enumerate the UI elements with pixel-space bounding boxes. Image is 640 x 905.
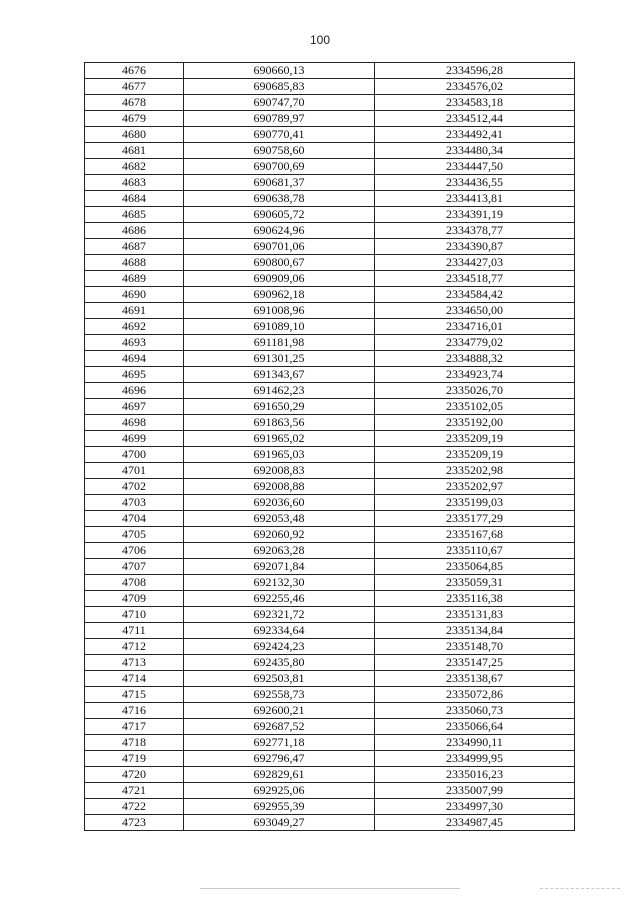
y-coordinate-cell: 2334518,77 [375, 271, 575, 287]
point-number-cell: 4716 [85, 703, 184, 719]
point-number-cell: 4688 [85, 255, 184, 271]
table-row [85, 687, 575, 703]
table-row [85, 367, 575, 383]
point-number-cell: 4691 [85, 303, 184, 319]
x-coordinate-cell: 692796,47 [184, 751, 375, 767]
y-coordinate-cell: 2334923,74 [375, 367, 575, 383]
x-coordinate-cell: 690747,70 [184, 95, 375, 111]
point-number-cell: 4712 [85, 639, 184, 655]
y-coordinate-cell: 2335202,98 [375, 463, 575, 479]
x-coordinate-cell: 690700,69 [184, 159, 375, 175]
point-number-cell: 4679 [85, 111, 184, 127]
point-number-cell: 4687 [85, 239, 184, 255]
x-coordinate-cell: 692008,83 [184, 463, 375, 479]
y-coordinate-cell: 2334650,00 [375, 303, 575, 319]
point-number-cell: 4694 [85, 351, 184, 367]
y-coordinate-cell: 2335060,73 [375, 703, 575, 719]
x-coordinate-cell: 692435,80 [184, 655, 375, 671]
x-coordinate-cell: 692424,23 [184, 639, 375, 655]
y-coordinate-cell: 2334716,01 [375, 319, 575, 335]
y-coordinate-cell: 2335199,03 [375, 495, 575, 511]
table-row [85, 559, 575, 575]
x-coordinate-cell: 691301,25 [184, 351, 375, 367]
x-coordinate-cell: 692771,18 [184, 735, 375, 751]
y-coordinate-cell: 2335148,70 [375, 639, 575, 655]
y-coordinate-cell: 2334378,77 [375, 223, 575, 239]
x-coordinate-cell: 690605,72 [184, 207, 375, 223]
x-coordinate-cell: 692955,39 [184, 799, 375, 815]
x-coordinate-cell: 690800,67 [184, 255, 375, 271]
point-number-cell: 4685 [85, 207, 184, 223]
y-coordinate-cell: 2334390,87 [375, 239, 575, 255]
x-coordinate-cell: 692503,81 [184, 671, 375, 687]
y-coordinate-cell: 2335147,25 [375, 655, 575, 671]
x-coordinate-cell: 691089,10 [184, 319, 375, 335]
table-row [85, 703, 575, 719]
point-number-cell: 4697 [85, 399, 184, 415]
y-coordinate-cell: 2335202,97 [375, 479, 575, 495]
point-number-cell: 4692 [85, 319, 184, 335]
table-row [85, 639, 575, 655]
x-coordinate-cell: 690701,06 [184, 239, 375, 255]
x-coordinate-cell: 692060,92 [184, 527, 375, 543]
y-coordinate-cell: 2334413,81 [375, 191, 575, 207]
y-coordinate-cell: 2334596,28 [375, 63, 575, 79]
y-coordinate-cell: 2335131,83 [375, 607, 575, 623]
point-number-cell: 4700 [85, 447, 184, 463]
point-number-cell: 4699 [85, 431, 184, 447]
point-number-cell: 4711 [85, 623, 184, 639]
y-coordinate-cell: 2334999,95 [375, 751, 575, 767]
table-row [85, 399, 575, 415]
x-coordinate-cell: 692600,21 [184, 703, 375, 719]
y-coordinate-cell: 2334990,11 [375, 735, 575, 751]
point-number-cell: 4703 [85, 495, 184, 511]
table-row [85, 63, 575, 79]
table-row [85, 159, 575, 175]
table-body [85, 63, 575, 831]
x-coordinate-cell: 692008,88 [184, 479, 375, 495]
table-row [85, 287, 575, 303]
y-coordinate-cell: 2335110,67 [375, 543, 575, 559]
table-row [85, 319, 575, 335]
point-number-cell: 4719 [85, 751, 184, 767]
y-coordinate-cell: 2335007,99 [375, 783, 575, 799]
x-coordinate-cell: 692063,28 [184, 543, 375, 559]
y-coordinate-cell: 2335192,00 [375, 415, 575, 431]
point-number-cell: 4723 [85, 815, 184, 831]
point-number-cell: 4698 [85, 415, 184, 431]
point-number-cell: 4705 [85, 527, 184, 543]
point-number-cell: 4690 [85, 287, 184, 303]
x-coordinate-cell: 692687,52 [184, 719, 375, 735]
y-coordinate-cell: 2334492,41 [375, 127, 575, 143]
table-row [85, 255, 575, 271]
x-coordinate-cell: 692321,72 [184, 607, 375, 623]
point-number-cell: 4676 [85, 63, 184, 79]
x-coordinate-cell: 690758,60 [184, 143, 375, 159]
point-number-cell: 4709 [85, 591, 184, 607]
x-coordinate-cell: 691181,98 [184, 335, 375, 351]
point-number-cell: 4704 [85, 511, 184, 527]
y-coordinate-cell: 2334583,18 [375, 95, 575, 111]
page-number: 100 [309, 33, 331, 47]
point-number-cell: 4714 [85, 671, 184, 687]
y-coordinate-cell: 2335102,05 [375, 399, 575, 415]
x-coordinate-cell: 692071,84 [184, 559, 375, 575]
y-coordinate-cell: 2334480,34 [375, 143, 575, 159]
y-coordinate-cell: 2335116,38 [375, 591, 575, 607]
x-coordinate-cell: 691965,02 [184, 431, 375, 447]
x-coordinate-cell: 692334,64 [184, 623, 375, 639]
table-row [85, 95, 575, 111]
point-number-cell: 4721 [85, 783, 184, 799]
point-number-cell: 4720 [85, 767, 184, 783]
table-row [85, 175, 575, 191]
y-coordinate-cell: 2334997,30 [375, 799, 575, 815]
y-coordinate-cell: 2335209,19 [375, 447, 575, 463]
y-coordinate-cell: 2335016,23 [375, 767, 575, 783]
table-row [85, 719, 575, 735]
point-number-cell: 4693 [85, 335, 184, 351]
y-coordinate-cell: 2335177,29 [375, 511, 575, 527]
point-number-cell: 4707 [85, 559, 184, 575]
point-number-cell: 4710 [85, 607, 184, 623]
point-number-cell: 4715 [85, 687, 184, 703]
y-coordinate-cell: 2334391,19 [375, 207, 575, 223]
footer-rule-dashed [540, 888, 620, 889]
x-coordinate-cell: 692829,61 [184, 767, 375, 783]
table-row [85, 799, 575, 815]
x-coordinate-cell: 691343,67 [184, 367, 375, 383]
y-coordinate-cell: 2335167,68 [375, 527, 575, 543]
table-row [85, 815, 575, 831]
point-number-cell: 4713 [85, 655, 184, 671]
point-number-cell: 4708 [85, 575, 184, 591]
x-coordinate-cell: 690962,18 [184, 287, 375, 303]
y-coordinate-cell: 2334576,02 [375, 79, 575, 95]
table-row [85, 207, 575, 223]
table-row [85, 351, 575, 367]
x-coordinate-cell: 693049,27 [184, 815, 375, 831]
y-coordinate-cell: 2335209,19 [375, 431, 575, 447]
x-coordinate-cell: 690685,83 [184, 79, 375, 95]
table-row [85, 735, 575, 751]
y-coordinate-cell: 2334512,44 [375, 111, 575, 127]
table-row [85, 751, 575, 767]
table-row [85, 239, 575, 255]
table-row [85, 607, 575, 623]
y-coordinate-cell: 2334779,02 [375, 335, 575, 351]
table-row [85, 79, 575, 95]
table-row [85, 655, 575, 671]
x-coordinate-cell: 690638,78 [184, 191, 375, 207]
point-number-cell: 4683 [85, 175, 184, 191]
table-row [85, 463, 575, 479]
x-coordinate-cell: 690660,13 [184, 63, 375, 79]
y-coordinate-cell: 2335134,84 [375, 623, 575, 639]
table-row [85, 671, 575, 687]
y-coordinate-cell: 2334888,32 [375, 351, 575, 367]
x-coordinate-cell: 692558,73 [184, 687, 375, 703]
point-number-cell: 4718 [85, 735, 184, 751]
x-coordinate-cell: 690909,06 [184, 271, 375, 287]
x-coordinate-cell: 690789,97 [184, 111, 375, 127]
table-row [85, 511, 575, 527]
y-coordinate-cell: 2334427,03 [375, 255, 575, 271]
y-coordinate-cell: 2334436,55 [375, 175, 575, 191]
point-number-cell: 4686 [85, 223, 184, 239]
x-coordinate-cell: 692925,06 [184, 783, 375, 799]
table-row [85, 111, 575, 127]
point-number-cell: 4717 [85, 719, 184, 735]
table-row [85, 431, 575, 447]
y-coordinate-cell: 2334987,45 [375, 815, 575, 831]
point-number-cell: 4722 [85, 799, 184, 815]
table-row [85, 623, 575, 639]
table-row [85, 527, 575, 543]
table-row [85, 383, 575, 399]
point-number-cell: 4706 [85, 543, 184, 559]
table-row [85, 543, 575, 559]
point-number-cell: 4678 [85, 95, 184, 111]
y-coordinate-cell: 2335066,64 [375, 719, 575, 735]
y-coordinate-cell: 2334447,50 [375, 159, 575, 175]
table-row [85, 767, 575, 783]
x-coordinate-cell: 690770,41 [184, 127, 375, 143]
point-number-cell: 4689 [85, 271, 184, 287]
table-row [85, 495, 575, 511]
footer-rule [200, 888, 460, 889]
table-row [85, 479, 575, 495]
point-number-cell: 4684 [85, 191, 184, 207]
point-number-cell: 4701 [85, 463, 184, 479]
point-number-cell: 4682 [85, 159, 184, 175]
table-row [85, 191, 575, 207]
x-coordinate-cell: 691863,56 [184, 415, 375, 431]
point-number-cell: 4695 [85, 367, 184, 383]
x-coordinate-cell: 690624,96 [184, 223, 375, 239]
y-coordinate-cell: 2335059,31 [375, 575, 575, 591]
x-coordinate-cell: 690681,37 [184, 175, 375, 191]
table-row [85, 415, 575, 431]
point-number-cell: 4681 [85, 143, 184, 159]
table-row [85, 303, 575, 319]
x-coordinate-cell: 691965,03 [184, 447, 375, 463]
x-coordinate-cell: 692132,30 [184, 575, 375, 591]
point-number-cell: 4680 [85, 127, 184, 143]
y-coordinate-cell: 2335064,85 [375, 559, 575, 575]
y-coordinate-cell: 2335138,67 [375, 671, 575, 687]
x-coordinate-cell: 692255,46 [184, 591, 375, 607]
x-coordinate-cell: 691008,96 [184, 303, 375, 319]
table-row [85, 271, 575, 287]
table-row [85, 575, 575, 591]
table-row [85, 223, 575, 239]
table-row [85, 335, 575, 351]
table-row [85, 143, 575, 159]
x-coordinate-cell: 692053,48 [184, 511, 375, 527]
x-coordinate-cell: 692036,60 [184, 495, 375, 511]
table-row [85, 127, 575, 143]
x-coordinate-cell: 691650,29 [184, 399, 375, 415]
table-row [85, 783, 575, 799]
y-coordinate-cell: 2334584,42 [375, 287, 575, 303]
coordinates-table-container [84, 62, 574, 831]
coordinates-table [84, 62, 575, 831]
point-number-cell: 4677 [85, 79, 184, 95]
y-coordinate-cell: 2335072,86 [375, 687, 575, 703]
table-row [85, 591, 575, 607]
point-number-cell: 4696 [85, 383, 184, 399]
y-coordinate-cell: 2335026,70 [375, 383, 575, 399]
x-coordinate-cell: 691462,23 [184, 383, 375, 399]
point-number-cell: 4702 [85, 479, 184, 495]
table-row [85, 447, 575, 463]
